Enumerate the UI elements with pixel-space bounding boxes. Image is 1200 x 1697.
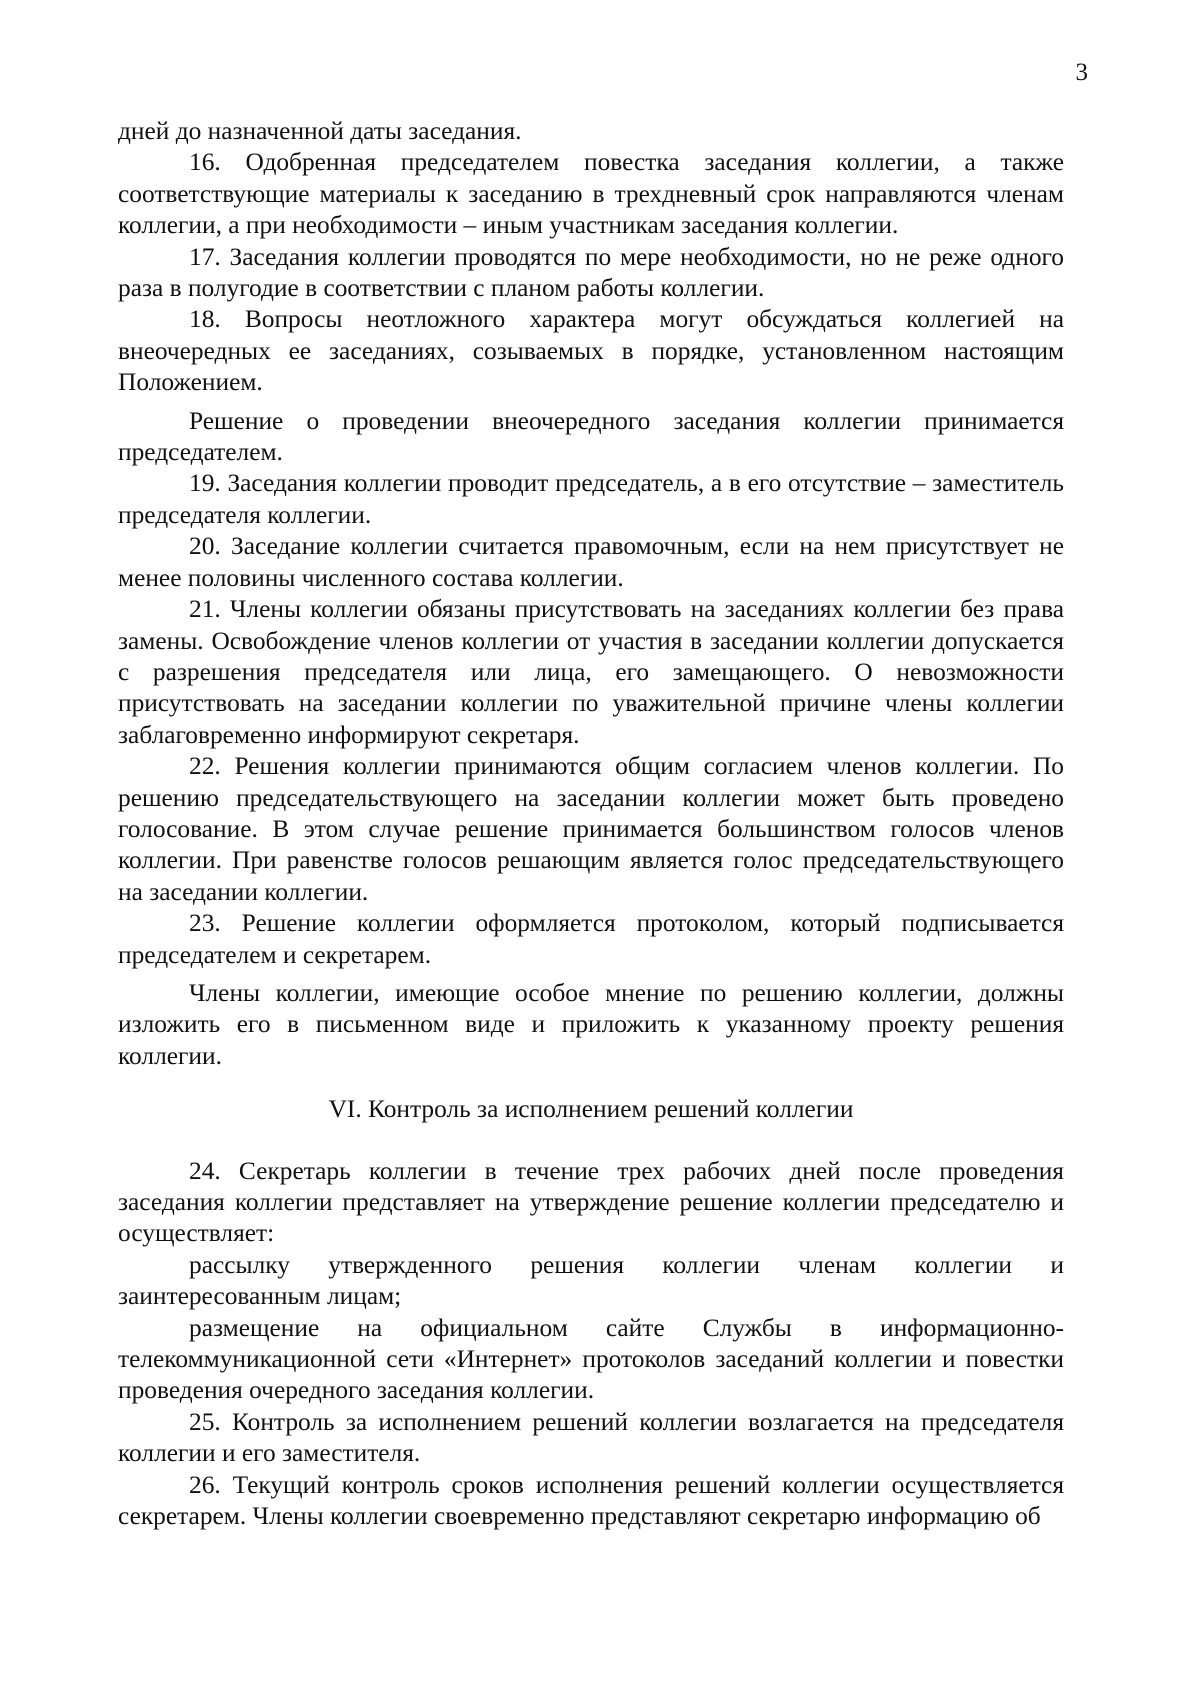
paragraph-26: 26. Текущий контроль сроков исполнения решений коллегии осуществляется секретарем. Члены коллегии своевременно представляют секретарю информацию об: [118, 1470, 1064, 1531]
page-number: 3: [1075, 59, 1088, 86]
paragraph-extraordinary-meeting-decision: Решение о проведении внеочередного заседания коллегии принимается председателем.: [118, 406, 1064, 467]
document-body: [118, 116, 1064, 1532]
paragraph-24-item-publication: размещение на официальном сайте Службы в информационно-телекоммуникационной сети «Интернет» протоколов заседаний коллегии и повестки проведения очередного заседания коллегии.: [118, 1313, 1064, 1405]
paragraph-22: 22. Решения коллегии принимаются общим согласием членов коллегии. По решению председательствующего на заседании коллегии может быть проведено голосование. В этом случае решение принимается большинством голосов членов коллегии. При равенстве голосов решающим является голос председательствующего на заседании коллегии.: [118, 752, 1064, 906]
paragraph-dissenting-opinion: Члены коллегии, имеющие особое мнение по решению коллегии, должны изложить его в письменном виде и приложить к указанному проекту решения коллегии.: [118, 978, 1064, 1070]
paragraph-17: 17. Заседания коллегии проводятся по мере необходимости, но не реже одного раза в полугодие в соответствии с планом работы коллегии.: [118, 242, 1064, 303]
section-heading: VI. Контроль за исполнением решений коллегии: [328, 1095, 854, 1124]
paragraph-21: 21. Члены коллегии обязаны присутствовать на заседаниях коллегии без права замены. Освобождение членов коллегии от участия в заседании коллегии допускается с разрешения председателя или лица, его замещающего. О невозможности присутствовать на заседании коллегии по уважительной причине члены коллегии заблаговременно информируют секретаря.: [118, 595, 1064, 749]
paragraph-24: 24. Секретарь коллегии в течение трех рабочих дней после проведения заседания коллегии представляет на утверждение решение коллегии председателю и осуществляет:: [118, 1156, 1064, 1248]
paragraph-25: 25. Контроль за исполнением решений коллегии возлагается на председателя коллегии и его заместителя.: [118, 1407, 1064, 1468]
paragraph-19: 19. Заседания коллегии проводит председатель, а в его отсутствие – заместитель председателя коллегии.: [118, 469, 1064, 529]
paragraph-20: 20. Заседание коллегии считается правомочным, если на нем присутствует не менее половины численного состава коллегии.: [118, 532, 1064, 592]
paragraph-23: 23. Решение коллегии оформляется протоколом, который подписывается председателем и секретарем.: [118, 909, 1064, 969]
paragraph-continuation: дней до назначенной даты заседания.: [118, 117, 522, 145]
paragraph-24-item-distribution: рассылку утвержденного решения коллегии членам коллегии и заинтересованным лицам;: [118, 1250, 1064, 1311]
paragraph-16: 16. Одобренная председателем повестка заседания коллегии, а также соответствующие материалы к заседанию в трехдневный срок направляются членам коллегии, а при необходимости – иным участникам заседания коллегии.: [118, 148, 1064, 240]
paragraph-18: 18. Вопросы неотложного характера могут обсуждаться коллегией на внеочередных ее заседаниях, созываемых в порядке, установленном настоящим Положением.: [118, 305, 1064, 397]
